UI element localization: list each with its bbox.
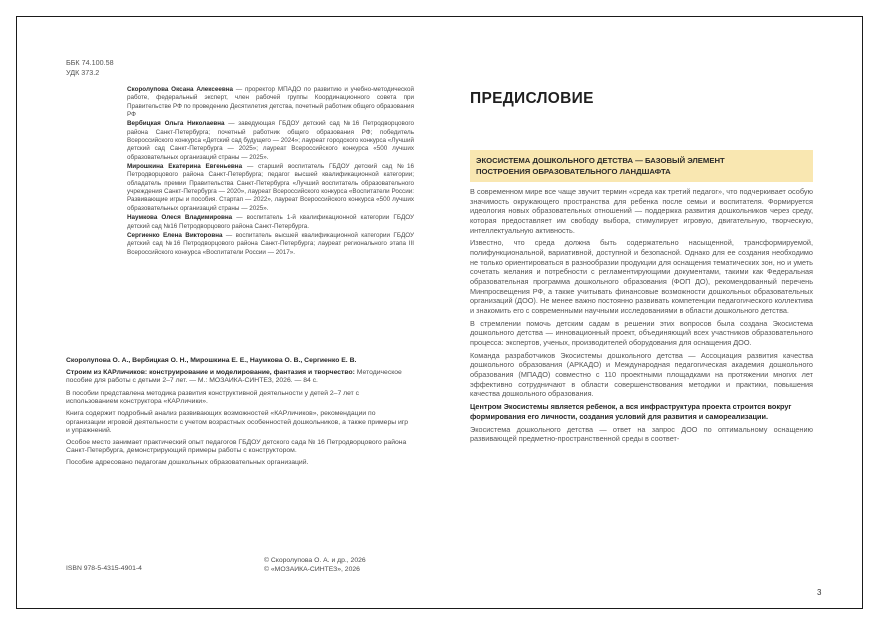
bibliographic-annotation xyxy=(66,357,412,471)
section-subtitle xyxy=(476,155,811,177)
author-desc: — проректор МПАДО по развитию и учебно-методической работе, федеральный эксперт, член рабочей группы Координационного совета при Правительстве РФ по проведению Десятилетия детства, почетный работник общего образования РФ xyxy=(127,86,414,119)
author-desc: — заведующая ГБДОУ детский сад №16 Петродворцового района Санкт-Петербурга; почетный работник общего образования РФ; победитель Всероссийского конкурса «Детский сад будущего — 2024»; лауреат городского конкурса «Лучший детский сад Санкт-Петербурга — 2025»; лауреат Всероссийского конкурса «500 лучших образовательных организаций страны — 2025». xyxy=(127,120,414,161)
subtitle-line: ПОСТРОЕНИЯ ОБРАЗОВАТЕЛЬНОГО ЛАНДШАФТА xyxy=(476,167,671,176)
body-paragraph: В современном мире все чаще звучит термин «среда как третий педагог», что подчеркивает особую значимость окружающего пространства для ребенка после семьи и воспитателя. Формируется идеология новых образовательных отношений — поддержка развития дошкольников через среду, которая предоставляет им свободу выбора, стимулирует игровую, двигательную, творческую, интеллектуальную активность. xyxy=(470,187,813,235)
body-paragraph: Известно, что среда должна быть содержательно насыщенной, трансформируемой, полифункциональной, вариативной, доступной и безопасной. Однако для ее создания необходимо не только ориентироваться в разнообразии продукции для оснащения тематических зон, но и уметь сочетать желания и потребности с регламентирующими документами, такими как Федеральная образовательная программа дошкольного образования (ФОП ДО), рекомендованный перечень Минпросвещения РФ, а также учитывать финансовые возможности дошкольных образовательных организаций (ДОО). Не менее важно постоянно развивать компетенции педагогического коллектива и знакомить его с современными научными исследованиями в области дошкольного детства. xyxy=(470,238,813,315)
author-entry xyxy=(127,163,414,213)
author-name: Вербицкая Ольга Николаевна xyxy=(127,120,225,128)
subtitle-line: ЭКОСИСТЕМА ДОШКОЛЬНОГО ДЕТСТВА — БАЗОВЫЙ ЭЛЕМЕНТ xyxy=(476,156,725,165)
highlighted-statement: Центром Экосистемы является ребенок, а вся инфраструктура проекта строится вокруг формирования его личности, создания условий для развития и самореализации. xyxy=(470,402,792,421)
annotation-paragraph: Книга содержит подробный анализ развивающих возможностей «КАРличиков», рекомендации по организации игровой деятельности с учетом возрастных особенностей дошкольников, а также примеры игр и упражнений. xyxy=(66,410,409,435)
annotation-paragraph: Пособие адресовано педагогам дошкольных образовательных организаций. xyxy=(66,459,309,467)
page-number: 3 xyxy=(817,588,822,597)
copyright-publisher: © «МОЗАИКА-СИНТЕЗ», 2026 xyxy=(264,566,360,574)
author-entry xyxy=(127,86,414,119)
body-paragraph: В стремлении помочь детским садам в решении этих вопросов была создана Экосистема дошкольного детства — инновационный проект, объединяющий всех участников образовательного процесса: экспертов, ученых, производителей оборудования для оснащения ДОО. xyxy=(470,318,813,348)
udk-code: УДК 373.2 xyxy=(66,68,100,77)
author-name: Скоролупова Оксана Алексеевна xyxy=(127,86,234,93)
citation-authors-text: Скоролупова О. А., Вербицкая О. Н., Мирошкина Е. Е., Наумкова О. В., Сергиенко Е. В. xyxy=(66,357,357,364)
author-desc: — старший воспитатель ГБДОУ детский сад №16 Петродворцового района Санкт-Петербурга; педагог высшей квалификационной категории; обладатель премии Правительства Санкт-Петербурга «Лучший воспитатель образовательного учреждения Санкт-Петербурга — 2020», лауреат Всероссийского конкурса «Воспитатели России: Развивающие игры и пособия. Стартап — 2022», лауреат Всероссийского конкурса «500 лучших образовательных организаций страны — 2025». xyxy=(127,163,414,212)
author-entry xyxy=(127,214,414,231)
isbn: ISBN 978-5-4315-4901-4 xyxy=(66,565,142,572)
author-name: Наумкова Олеся Владимировна xyxy=(127,214,233,222)
citation-authors xyxy=(66,357,412,366)
author-name: Сергиенко Елена Викторовна xyxy=(127,231,223,239)
body-paragraph: Команда разработчиков Экосистемы дошкольного детства — Ассоциация развития качества дошкольного образования (АРКАДО) и Международная педагогическая академия дошкольного образования (МПАДО) совместно с 110 проектными площадками на протяжении многих лет эффективно сотрудничают в области совершенствования методики и практики, повышения качества дошкольного образования. xyxy=(470,350,813,399)
annotation-paragraph: Особое место занимает практический опыт педагогов ГБДОУ детского сада № 16 Петродворцового района Санкт-Петербурга, демонстрирующий примеры работы с конструктором. xyxy=(66,438,407,455)
author-entry xyxy=(127,120,414,162)
citation xyxy=(66,369,412,386)
bbk-code: ББК 74.100.58 xyxy=(66,58,114,67)
author-desc: — воспитатель 1-й квалификационной категории ГБДОУ детский сад №16 Петродворцового района Санкт-Петербурга. xyxy=(127,214,414,230)
copyright-authors: © Скоролупова О. А. и др., 2026 xyxy=(264,557,366,564)
copyright-block xyxy=(264,556,366,575)
author-name: Мирошкина Екатерина Евгеньевна xyxy=(127,163,243,171)
annotation-paragraph: В пособии представлена методика развития конструктивной деятельности у детей 2–7 лет с использованием конструктора «КАРличики». xyxy=(66,389,360,406)
authors-block xyxy=(127,86,414,258)
author-entry xyxy=(127,232,414,257)
author-desc: — воспитатель высшей квалификационной категории ГБДОУ детский сад №16 Петродворцового района Санкт-Петербурга; лауреат регионального этапа III Всероссийского конкурса «Воспитатели России — 2017». xyxy=(127,231,414,256)
page-title: ПРЕДИСЛОВИЕ xyxy=(470,90,594,107)
preface-body xyxy=(470,187,813,447)
citation-rest: Методическое пособие для работы с детьми 2–7 лет. — М.: МОЗАИКА-СИНТЕЗ, 2026. — 84 с. xyxy=(66,368,402,385)
citation-title: Строим из КАРличиков: конструирование и моделирование, фантазия и творчество: xyxy=(66,368,355,376)
body-paragraph: Экосистема дошкольного детства — ответ на запрос ДОО по оптимальному оснащению развивающей предметно-пространственной среды в соответ- xyxy=(470,424,813,444)
